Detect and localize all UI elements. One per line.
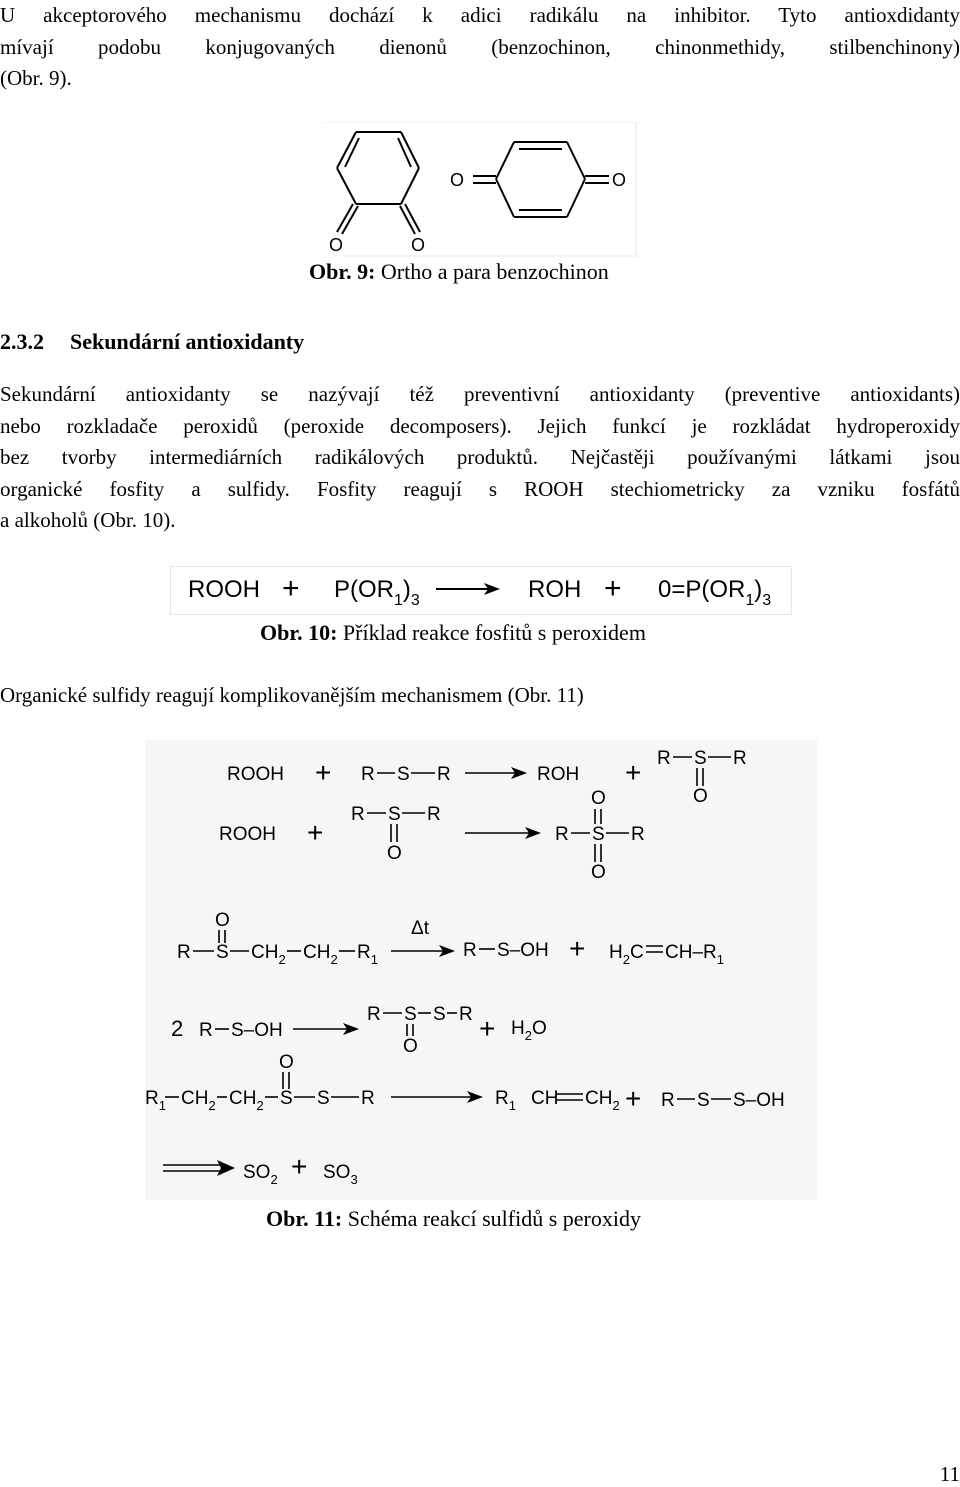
figure-10-equation: [170, 566, 792, 616]
r4-thio-o: O: [403, 1036, 418, 1057]
r3-ch2-b: $CH_2$: [303, 942, 338, 967]
r5-prod-r: R: [661, 1090, 675, 1111]
ortho-benzoquinone-structure: [337, 132, 420, 234]
r3-r-soh: S–OH: [497, 940, 549, 961]
r6-so3: $SO_3$: [323, 1162, 358, 1187]
para-o-right: O: [612, 170, 627, 190]
section-number: 2.3.2: [0, 329, 44, 354]
body-line-4: organické fosfity a sulfidy. Fosfity reagují s ROOH stechiometricky za vzniku fosfátů: [0, 476, 960, 501]
r1-sulfoxide-s: S: [694, 748, 707, 769]
eq10-arrow: [436, 583, 500, 595]
ortho-o-left: O: [329, 235, 344, 255]
r1-roh: ROH: [537, 764, 580, 785]
r4-thio-s1: S: [404, 1004, 417, 1025]
r3-r-soh-r: R: [463, 940, 477, 961]
r3-s: S: [216, 942, 229, 963]
r5-prod-r1: $R_1$: [495, 1088, 516, 1113]
para-benzoquinone-structure: [473, 142, 609, 217]
body-line-2: nebo rozkladače peroxidů (peroxide decomposers). Jejich funkcí je rozkládat hydroperoxidy: [0, 413, 960, 438]
section-title: Sekundární antioxidanty: [70, 329, 305, 354]
r5-prod-s1: S: [697, 1090, 710, 1111]
r3-ch-r1: $CH-R_1$: [665, 942, 724, 967]
r1-r-right: R: [437, 764, 451, 785]
r4-thio-r-right: R: [459, 1004, 473, 1025]
r2-rooh: ROOH: [219, 824, 276, 845]
r2-s: S: [388, 804, 401, 825]
figure-9-caption: [309, 259, 609, 285]
r5-ch2-b: $CH_2$: [229, 1088, 264, 1113]
eq10-plus-1: +: [282, 572, 300, 605]
r1-plus-2: +: [625, 757, 642, 788]
figure-11-caption-text: Schéma reakcí sulfidů s peroxidy: [347, 1206, 641, 1231]
eq10-plus-2: +: [604, 572, 622, 605]
page-number: 11: [939, 1462, 960, 1486]
r2-sulfone-o-top: O: [591, 788, 606, 809]
r1-sulfoxide-r-left: R: [657, 748, 671, 769]
r2-sulfone-r-right: R: [631, 824, 645, 845]
r1-r-left: R: [361, 764, 375, 785]
r5-s1: S: [280, 1088, 293, 1109]
r2-o: O: [387, 843, 402, 864]
eq10-phosphate: $0=P(OR_1)_3$: [658, 576, 772, 609]
r4-h2o: $H_2O$: [511, 1018, 547, 1043]
r3-r1: $R_1$: [357, 942, 378, 967]
r3-r: R: [177, 942, 191, 963]
r2-r-right: R: [427, 804, 441, 825]
body-line-5: a alkoholů (Obr. 10).: [0, 508, 176, 532]
figure-9-caption-text: Ortho a para benzochinon: [380, 259, 609, 284]
r5-r1: $R_1$: [145, 1088, 166, 1113]
intro-paragraph: [0, 0, 960, 95]
body-paragraph: [0, 379, 960, 537]
eq10-rooh: ROOH: [188, 576, 260, 603]
figure-10-label: Obr. 10:: [260, 620, 338, 645]
r4-thio-s2: S: [433, 1004, 446, 1025]
r5-prod-ch2: $CH_2$: [585, 1088, 620, 1113]
r3-h2c: $H_2C$: [609, 942, 644, 967]
r4-two: 2: [171, 1016, 184, 1041]
r1-sulfoxide-r-right: R: [733, 748, 747, 769]
r5-plus: +: [625, 1083, 642, 1114]
section-heading: [0, 329, 304, 355]
r5-ch2-a: $CH_2$: [181, 1088, 216, 1113]
eq10-roh: ROH: [528, 576, 582, 603]
r2-r-left: R: [351, 804, 365, 825]
intro-line-3: (Obr. 9).: [0, 66, 72, 90]
figure-11-scheme: [145, 740, 817, 1200]
figure-10-caption: [260, 620, 646, 646]
r1-s: S: [397, 764, 410, 785]
figure-11-label: Obr. 11:: [266, 1206, 343, 1231]
r2-sulfone-r-left: R: [555, 824, 569, 845]
figure-9-benzoquinones: [323, 122, 637, 260]
figure-10-caption-text: Příklad reakce fosfitů s peroxidem: [342, 620, 646, 645]
r1-sulfoxide-o: O: [693, 786, 708, 807]
eq10-phosphite: $P(OR_1)_3$: [334, 576, 420, 609]
r4-soh: S–OH: [231, 1020, 283, 1041]
sulfides-paragraph: [0, 680, 960, 712]
r5-prod-ch: CH: [531, 1088, 559, 1109]
r3-delta-t: Δt: [411, 918, 429, 939]
r3-o: O: [215, 910, 230, 931]
r4-r: R: [199, 1020, 213, 1041]
r2-sulfone-o-bottom: O: [591, 862, 606, 883]
intro-line-1: U akceptorového mechanismu dochází k adici radikálu na inhibitor. Tyto antioxdidanty: [0, 3, 960, 27]
r3-plus: +: [569, 933, 586, 964]
r4-plus: +: [479, 1013, 496, 1044]
r1-plus: +: [315, 757, 332, 788]
r3-ch2-a: $CH_2$: [251, 942, 286, 967]
figure-9-label: Obr. 9:: [309, 259, 376, 284]
body-line-3: bez tvorby intermediárních radikálových produktů. Nejčastěji používanými látkami jsou: [0, 445, 960, 469]
r5-s2: S: [317, 1088, 330, 1109]
body-line-1: Sekundární antioxidanty se nazývají též preventivní antioxidanty (preventive antioxidants): [0, 382, 960, 406]
r5-o: O: [279, 1052, 294, 1073]
intro-line-2: mívají podobu konjugovaných dienonů (benzochinon, chinonmethidy, stilbenchinony): [0, 34, 960, 59]
r6-plus: +: [291, 1151, 308, 1182]
r5-prod-s-oh: S–OH: [733, 1090, 785, 1111]
para-o-left: O: [450, 170, 465, 190]
r4-thio-r-left: R: [367, 1004, 381, 1025]
ortho-o-right: O: [411, 235, 426, 255]
r5-r: R: [361, 1088, 375, 1109]
r2-plus: +: [307, 817, 324, 848]
r6-so2: $SO_2$: [243, 1162, 278, 1187]
figure-11-caption: [266, 1206, 641, 1232]
r1-rooh: ROOH: [227, 764, 284, 785]
r2-sulfone-s: S: [592, 824, 605, 845]
sulfides-line: Organické sulfidy reagují komplikovanějším mechanismem (Obr. 11): [0, 683, 584, 707]
